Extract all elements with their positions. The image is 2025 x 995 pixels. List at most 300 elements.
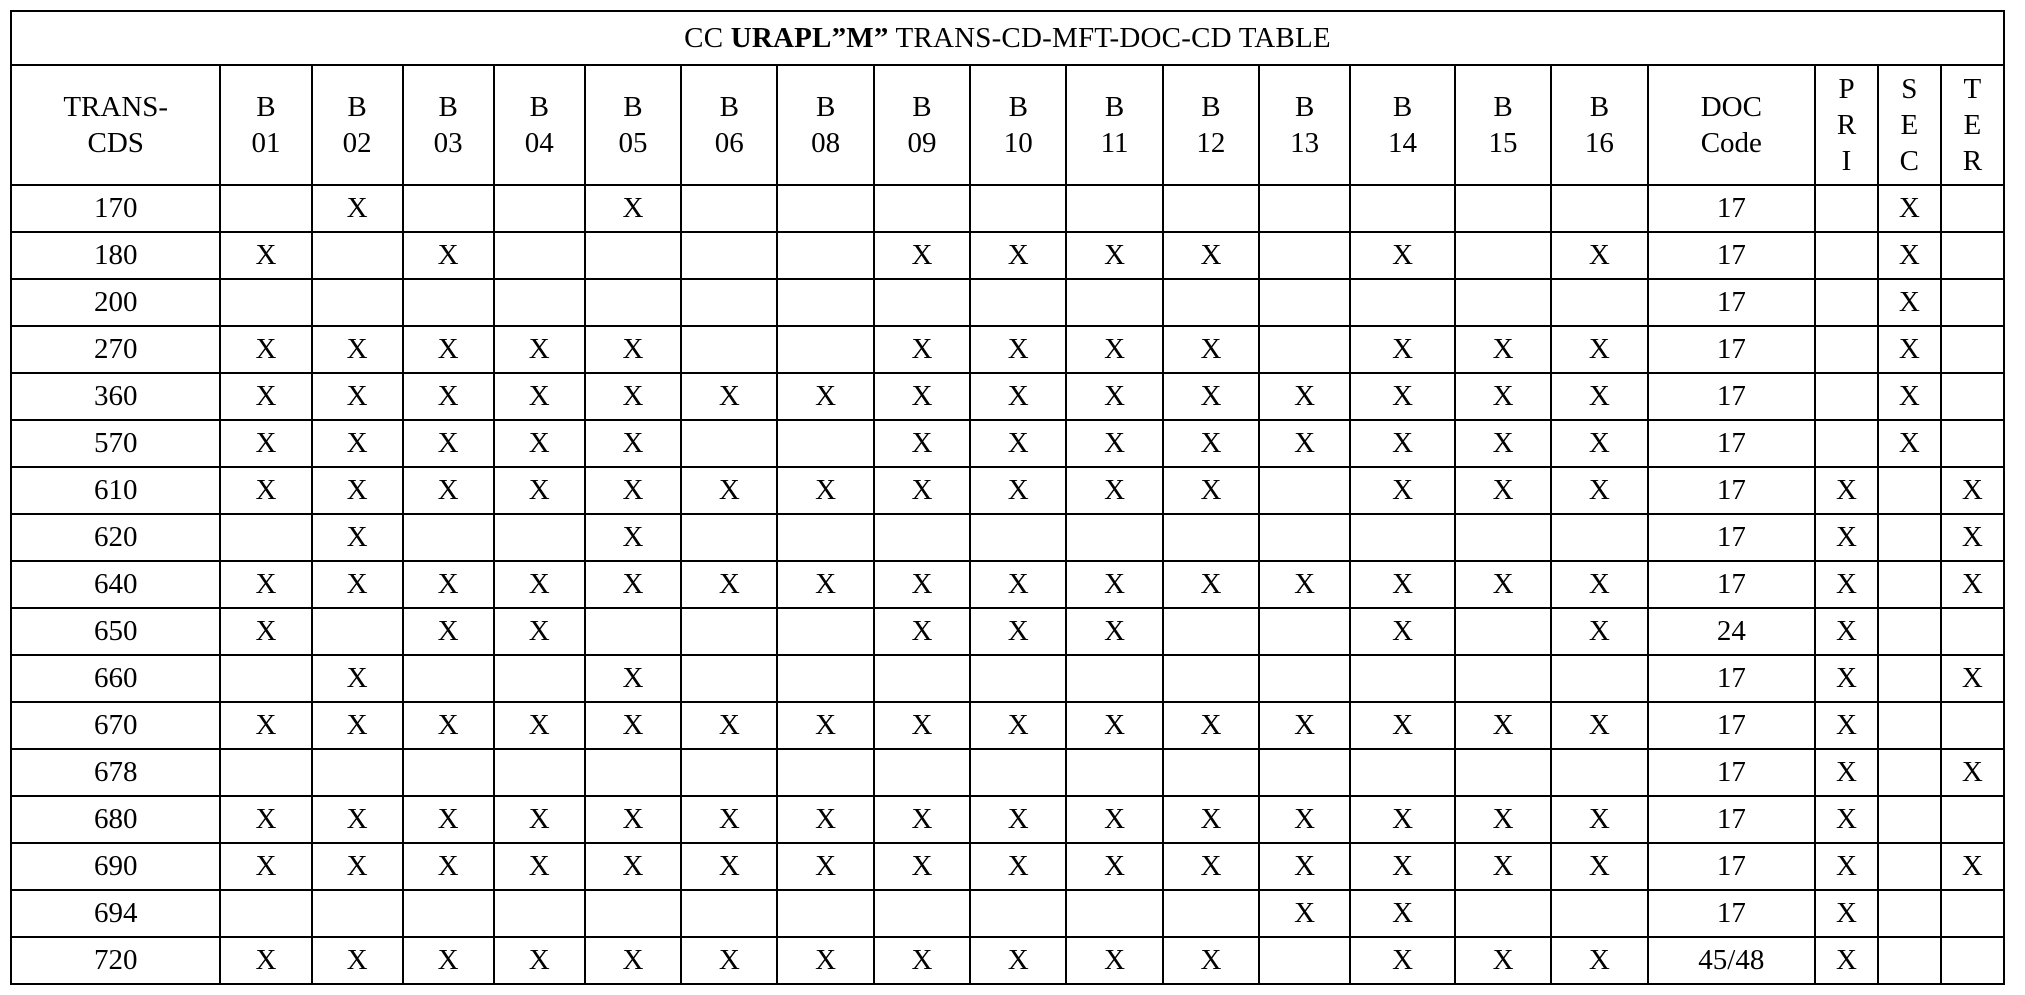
cell-ter bbox=[1941, 326, 2004, 373]
cell-b-mark bbox=[777, 655, 873, 702]
cell-b-mark: X bbox=[1163, 843, 1259, 890]
column-header-b06 bbox=[681, 65, 777, 185]
cell-b-mark bbox=[312, 890, 403, 937]
cell-b-mark: X bbox=[585, 185, 681, 232]
cell-b-mark: X bbox=[1259, 561, 1350, 608]
cell-b-mark bbox=[1259, 185, 1350, 232]
cell-b-mark: X bbox=[403, 561, 494, 608]
cell-b-mark: X bbox=[1350, 467, 1455, 514]
table-row bbox=[11, 890, 2004, 937]
cell-b-mark: X bbox=[681, 561, 777, 608]
cell-b-mark: X bbox=[403, 373, 494, 420]
cell-doc-code: 17 bbox=[1648, 749, 1816, 796]
cell-sec bbox=[1878, 890, 1941, 937]
b16-line2: 16 bbox=[1584, 127, 1614, 159]
cell-b-mark: X bbox=[220, 561, 311, 608]
cell-sec: X bbox=[1878, 373, 1941, 420]
cell-b-mark bbox=[681, 420, 777, 467]
cell-b-mark: X bbox=[1551, 232, 1647, 279]
b11-line1: B bbox=[1104, 90, 1125, 123]
cell-b-mark bbox=[681, 279, 777, 326]
cell-sec bbox=[1878, 937, 1941, 984]
b13-line1: B bbox=[1294, 90, 1315, 123]
cell-b-mark: X bbox=[403, 843, 494, 890]
cell-b-mark bbox=[1259, 655, 1350, 702]
cell-b-mark: X bbox=[1350, 937, 1455, 984]
cell-doc-code: 17 bbox=[1648, 279, 1816, 326]
cell-b-mark: X bbox=[681, 373, 777, 420]
cell-trans-cd: 678 bbox=[11, 749, 220, 796]
cell-b-mark: X bbox=[1163, 373, 1259, 420]
cell-doc-code: 17 bbox=[1648, 843, 1816, 890]
cell-doc-code: 45/48 bbox=[1648, 937, 1816, 984]
cell-trans-cd: 680 bbox=[11, 796, 220, 843]
b01-line1: B bbox=[256, 90, 276, 123]
column-header-doc-code bbox=[1648, 65, 1816, 185]
cell-b-mark bbox=[1350, 749, 1455, 796]
cell-pri: X bbox=[1815, 561, 1878, 608]
cell-b-mark bbox=[970, 890, 1066, 937]
cell-b-mark: X bbox=[1163, 326, 1259, 373]
cell-b-mark: X bbox=[403, 608, 494, 655]
cell-pri bbox=[1815, 185, 1878, 232]
cell-b-mark: X bbox=[1455, 796, 1551, 843]
cell-b-mark bbox=[970, 514, 1066, 561]
cell-b-mark bbox=[1350, 655, 1455, 702]
b15-line2: 15 bbox=[1488, 127, 1518, 159]
cell-b-mark bbox=[970, 749, 1066, 796]
cell-b-mark: X bbox=[1259, 702, 1350, 749]
column-header-b16 bbox=[1551, 65, 1647, 185]
cell-trans-cd: 270 bbox=[11, 326, 220, 373]
cell-ter: X bbox=[1941, 514, 2004, 561]
cell-ter bbox=[1941, 937, 2004, 984]
cell-doc-code: 17 bbox=[1648, 232, 1816, 279]
cell-b-mark bbox=[585, 279, 681, 326]
b03-line1: B bbox=[438, 90, 458, 123]
table-row bbox=[11, 561, 2004, 608]
cell-trans-cd: 690 bbox=[11, 843, 220, 890]
table-row bbox=[11, 326, 2004, 373]
cell-b-mark: X bbox=[1350, 608, 1455, 655]
cell-b-mark: X bbox=[220, 702, 311, 749]
cell-b-mark: X bbox=[220, 843, 311, 890]
page-title bbox=[11, 11, 2004, 65]
table-row bbox=[11, 655, 2004, 702]
cell-b-mark: X bbox=[1551, 796, 1647, 843]
cell-b-mark: X bbox=[777, 702, 873, 749]
b14-line2: 14 bbox=[1388, 127, 1418, 159]
cell-b-mark bbox=[874, 890, 970, 937]
cell-trans-cd: 720 bbox=[11, 937, 220, 984]
table-row bbox=[11, 937, 2004, 984]
cell-b-mark bbox=[1259, 608, 1350, 655]
cell-b-mark: X bbox=[1455, 561, 1551, 608]
cell-b-mark bbox=[1455, 608, 1551, 655]
cell-pri: X bbox=[1815, 890, 1878, 937]
cell-ter bbox=[1941, 373, 2004, 420]
cell-b-mark bbox=[403, 279, 494, 326]
cell-b-mark bbox=[874, 185, 970, 232]
cell-b-mark: X bbox=[403, 702, 494, 749]
cell-trans-cd: 620 bbox=[11, 514, 220, 561]
cell-pri: X bbox=[1815, 608, 1878, 655]
cell-b-mark bbox=[1259, 232, 1350, 279]
table-row bbox=[11, 373, 2004, 420]
column-header-b04 bbox=[494, 65, 585, 185]
b06-line1: B bbox=[719, 90, 739, 123]
cell-b-mark bbox=[1259, 749, 1350, 796]
cell-b-mark: X bbox=[681, 796, 777, 843]
cell-b-mark bbox=[1551, 890, 1647, 937]
cell-b-mark: X bbox=[312, 937, 403, 984]
cell-b-mark: X bbox=[585, 561, 681, 608]
b12-line2: 12 bbox=[1196, 127, 1226, 159]
cell-b-mark: X bbox=[312, 326, 403, 373]
cell-b-mark: X bbox=[1455, 702, 1551, 749]
cell-sec bbox=[1878, 749, 1941, 796]
cell-b-mark: X bbox=[1551, 373, 1647, 420]
table-row bbox=[11, 185, 2004, 232]
cell-b-mark bbox=[874, 279, 970, 326]
cell-b-mark: X bbox=[874, 937, 970, 984]
cell-b-mark: X bbox=[1551, 702, 1647, 749]
cell-b-mark: X bbox=[874, 561, 970, 608]
cell-ter: X bbox=[1941, 843, 2004, 890]
b05-line1: B bbox=[623, 90, 643, 123]
cell-pri: X bbox=[1815, 655, 1878, 702]
cell-b-mark bbox=[1163, 655, 1259, 702]
cell-b-mark: X bbox=[585, 937, 681, 984]
column-header-b13 bbox=[1259, 65, 1350, 185]
cell-b-mark: X bbox=[220, 937, 311, 984]
cell-b-mark: X bbox=[220, 608, 311, 655]
sec-line1: S bbox=[1901, 72, 1918, 105]
cell-ter bbox=[1941, 702, 2004, 749]
b08-line1: B bbox=[815, 90, 836, 123]
cell-b-mark bbox=[494, 279, 585, 326]
table-row bbox=[11, 702, 2004, 749]
cell-b-mark bbox=[1066, 279, 1162, 326]
cell-doc-code: 24 bbox=[1648, 608, 1816, 655]
cell-b-mark bbox=[1350, 185, 1455, 232]
cell-b-mark: X bbox=[1551, 326, 1647, 373]
cell-b-mark: X bbox=[1066, 326, 1162, 373]
cell-b-mark bbox=[874, 749, 970, 796]
cell-b-mark bbox=[681, 185, 777, 232]
column-header-b11 bbox=[1066, 65, 1162, 185]
cell-b-mark: X bbox=[970, 937, 1066, 984]
cell-b-mark bbox=[1551, 514, 1647, 561]
column-header-sec bbox=[1878, 65, 1941, 185]
cell-b-mark: X bbox=[1163, 420, 1259, 467]
cell-b-mark bbox=[1066, 514, 1162, 561]
cell-b-mark bbox=[1455, 185, 1551, 232]
cell-b-mark: X bbox=[585, 420, 681, 467]
cell-b-mark: X bbox=[1066, 467, 1162, 514]
cell-b-mark bbox=[403, 655, 494, 702]
cell-b-mark: X bbox=[970, 326, 1066, 373]
title-prefix: CC bbox=[684, 21, 731, 54]
cell-b-mark bbox=[1163, 608, 1259, 655]
cell-b-mark: X bbox=[874, 326, 970, 373]
cell-sec: X bbox=[1878, 420, 1941, 467]
cell-b-mark bbox=[312, 608, 403, 655]
table-title-row bbox=[11, 11, 2004, 65]
cell-pri: X bbox=[1815, 937, 1878, 984]
column-header-b08 bbox=[777, 65, 873, 185]
cell-b-mark: X bbox=[312, 373, 403, 420]
cell-b-mark bbox=[1455, 514, 1551, 561]
ter-line2: E bbox=[1963, 108, 1982, 141]
cell-b-mark: X bbox=[1551, 843, 1647, 890]
b10-line2: 10 bbox=[1003, 127, 1033, 159]
cell-trans-cd: 660 bbox=[11, 655, 220, 702]
cell-ter bbox=[1941, 185, 2004, 232]
cell-b-mark bbox=[1066, 185, 1162, 232]
cell-b-mark bbox=[312, 749, 403, 796]
cell-pri: X bbox=[1815, 843, 1878, 890]
cell-b-mark: X bbox=[970, 702, 1066, 749]
cell-b-mark bbox=[494, 890, 585, 937]
cell-pri bbox=[1815, 326, 1878, 373]
column-header-b01 bbox=[220, 65, 311, 185]
cell-ter bbox=[1941, 279, 2004, 326]
cell-b-mark: X bbox=[1455, 373, 1551, 420]
cell-b-mark bbox=[403, 890, 494, 937]
cell-b-mark bbox=[874, 655, 970, 702]
cell-ter: X bbox=[1941, 655, 2004, 702]
b11-line2: 11 bbox=[1100, 127, 1129, 159]
column-header-ter bbox=[1941, 65, 2004, 185]
cell-b-mark bbox=[777, 749, 873, 796]
cell-ter: X bbox=[1941, 467, 2004, 514]
cell-b-mark bbox=[1163, 749, 1259, 796]
cell-sec bbox=[1878, 514, 1941, 561]
cell-b-mark: X bbox=[220, 420, 311, 467]
cell-b-mark: X bbox=[403, 467, 494, 514]
cell-b-mark: X bbox=[1350, 561, 1455, 608]
cell-b-mark: X bbox=[1350, 326, 1455, 373]
cell-b-mark: X bbox=[777, 373, 873, 420]
cell-ter: X bbox=[1941, 561, 2004, 608]
cell-b-mark: X bbox=[1066, 232, 1162, 279]
cell-b-mark bbox=[1066, 890, 1162, 937]
cell-trans-cd: 650 bbox=[11, 608, 220, 655]
cell-b-mark bbox=[494, 514, 585, 561]
table-body bbox=[11, 185, 2004, 984]
cell-b-mark: X bbox=[220, 326, 311, 373]
cell-b-mark: X bbox=[970, 467, 1066, 514]
column-header-b14 bbox=[1350, 65, 1455, 185]
cell-b-mark: X bbox=[1163, 561, 1259, 608]
b16-line1: B bbox=[1589, 90, 1610, 123]
b05-line2: 05 bbox=[618, 127, 648, 159]
b12-line1: B bbox=[1201, 90, 1221, 123]
cell-pri bbox=[1815, 373, 1878, 420]
cell-b-mark bbox=[220, 514, 311, 561]
cell-b-mark bbox=[220, 749, 311, 796]
cell-b-mark bbox=[1259, 279, 1350, 326]
cell-ter bbox=[1941, 796, 2004, 843]
cell-b-mark bbox=[777, 232, 873, 279]
cell-b-mark: X bbox=[777, 843, 873, 890]
pri-line1: P bbox=[1838, 72, 1855, 105]
cell-b-mark: X bbox=[494, 467, 585, 514]
table-row bbox=[11, 420, 2004, 467]
cell-b-mark: X bbox=[777, 467, 873, 514]
column-header-b03 bbox=[403, 65, 494, 185]
cell-b-mark: X bbox=[494, 561, 585, 608]
cell-b-mark: X bbox=[970, 561, 1066, 608]
cell-b-mark bbox=[1350, 279, 1455, 326]
b09-line2: 09 bbox=[907, 127, 937, 159]
cell-b-mark: X bbox=[874, 843, 970, 890]
cell-b-mark: X bbox=[874, 608, 970, 655]
cell-b-mark bbox=[1066, 655, 1162, 702]
cell-b-mark: X bbox=[970, 608, 1066, 655]
column-header-trans-cds bbox=[11, 65, 220, 185]
cell-b-mark: X bbox=[777, 561, 873, 608]
cell-b-mark bbox=[220, 185, 311, 232]
cell-b-mark: X bbox=[1455, 467, 1551, 514]
cell-b-mark: X bbox=[312, 561, 403, 608]
cell-trans-cd: 640 bbox=[11, 561, 220, 608]
cell-b-mark: X bbox=[585, 843, 681, 890]
b08-line2: 08 bbox=[811, 127, 841, 159]
cell-b-mark: X bbox=[494, 937, 585, 984]
b04-line2: 04 bbox=[524, 127, 554, 159]
cell-b-mark bbox=[403, 185, 494, 232]
b04-line1: B bbox=[529, 90, 549, 123]
cell-b-mark: X bbox=[494, 796, 585, 843]
cell-b-mark: X bbox=[970, 373, 1066, 420]
cell-trans-cd: 570 bbox=[11, 420, 220, 467]
cell-b-mark bbox=[494, 232, 585, 279]
cell-b-mark: X bbox=[585, 655, 681, 702]
table-row bbox=[11, 514, 2004, 561]
cell-b-mark bbox=[681, 749, 777, 796]
cell-b-mark: X bbox=[1066, 608, 1162, 655]
cell-b-mark bbox=[681, 655, 777, 702]
cell-doc-code: 17 bbox=[1648, 373, 1816, 420]
cell-b-mark: X bbox=[403, 796, 494, 843]
cell-b-mark: X bbox=[1163, 702, 1259, 749]
cell-b-mark: X bbox=[312, 702, 403, 749]
cell-b-mark bbox=[1551, 185, 1647, 232]
cell-b-mark: X bbox=[220, 467, 311, 514]
cell-b-mark: X bbox=[1551, 608, 1647, 655]
table-row bbox=[11, 608, 2004, 655]
cell-b-mark: X bbox=[494, 702, 585, 749]
table-row bbox=[11, 749, 2004, 796]
cell-b-mark bbox=[1350, 514, 1455, 561]
b13-line2: 13 bbox=[1290, 127, 1320, 159]
cell-doc-code: 17 bbox=[1648, 702, 1816, 749]
cell-b-mark bbox=[403, 514, 494, 561]
cell-b-mark: X bbox=[1259, 843, 1350, 890]
ter-line3: R bbox=[1962, 145, 1983, 178]
cell-b-mark: X bbox=[312, 420, 403, 467]
cell-b-mark: X bbox=[1163, 937, 1259, 984]
cell-b-mark bbox=[1551, 655, 1647, 702]
cell-b-mark bbox=[1163, 514, 1259, 561]
b09-line1: B bbox=[912, 90, 932, 123]
cell-b-mark: X bbox=[494, 373, 585, 420]
cell-b-mark bbox=[777, 608, 873, 655]
cell-b-mark bbox=[777, 890, 873, 937]
cell-b-mark: X bbox=[1066, 420, 1162, 467]
cell-b-mark: X bbox=[312, 467, 403, 514]
cell-b-mark: X bbox=[1350, 843, 1455, 890]
cell-b-mark: X bbox=[585, 796, 681, 843]
cell-trans-cd: 670 bbox=[11, 702, 220, 749]
cell-b-mark bbox=[681, 232, 777, 279]
cell-b-mark bbox=[1163, 279, 1259, 326]
cell-b-mark bbox=[312, 279, 403, 326]
cell-b-mark: X bbox=[1350, 232, 1455, 279]
cell-b-mark: X bbox=[403, 326, 494, 373]
cell-b-mark bbox=[777, 326, 873, 373]
cell-doc-code: 17 bbox=[1648, 561, 1816, 608]
cell-pri: X bbox=[1815, 796, 1878, 843]
cell-b-mark bbox=[970, 279, 1066, 326]
trans-cd-mft-doc-cd-table bbox=[10, 10, 2005, 985]
cell-b-mark bbox=[403, 749, 494, 796]
cell-pri bbox=[1815, 279, 1878, 326]
cell-b-mark: X bbox=[874, 796, 970, 843]
cell-b-mark: X bbox=[1066, 561, 1162, 608]
cell-pri bbox=[1815, 420, 1878, 467]
cell-b-mark: X bbox=[1551, 420, 1647, 467]
cell-b-mark: X bbox=[1455, 326, 1551, 373]
cell-b-mark: X bbox=[312, 514, 403, 561]
cell-b-mark bbox=[585, 232, 681, 279]
cell-b-mark: X bbox=[970, 796, 1066, 843]
cell-b-mark bbox=[1455, 232, 1551, 279]
cell-trans-cd: 694 bbox=[11, 890, 220, 937]
cell-trans-cd: 170 bbox=[11, 185, 220, 232]
column-header-b12 bbox=[1163, 65, 1259, 185]
cell-doc-code: 17 bbox=[1648, 890, 1816, 937]
cell-sec bbox=[1878, 655, 1941, 702]
doc-code-line1: DOC bbox=[1700, 90, 1762, 123]
b01-line2: 01 bbox=[251, 127, 281, 159]
cell-b-mark: X bbox=[220, 373, 311, 420]
cell-sec bbox=[1878, 561, 1941, 608]
cell-b-mark bbox=[220, 279, 311, 326]
cell-b-mark: X bbox=[874, 232, 970, 279]
cell-b-mark: X bbox=[777, 796, 873, 843]
pri-line3: I bbox=[1841, 145, 1852, 178]
cell-b-mark bbox=[970, 185, 1066, 232]
cell-pri: X bbox=[1815, 702, 1878, 749]
table-header-row bbox=[11, 65, 2004, 185]
column-header-b05 bbox=[585, 65, 681, 185]
cell-b-mark: X bbox=[585, 467, 681, 514]
cell-b-mark: X bbox=[403, 937, 494, 984]
table-row bbox=[11, 467, 2004, 514]
cell-b-mark bbox=[585, 608, 681, 655]
cell-b-mark bbox=[681, 608, 777, 655]
cell-b-mark: X bbox=[1551, 937, 1647, 984]
cell-b-mark: X bbox=[874, 702, 970, 749]
cell-b-mark: X bbox=[1350, 420, 1455, 467]
sec-line2: E bbox=[1900, 108, 1919, 141]
cell-b-mark: X bbox=[585, 702, 681, 749]
cell-b-mark: X bbox=[777, 937, 873, 984]
cell-sec: X bbox=[1878, 232, 1941, 279]
